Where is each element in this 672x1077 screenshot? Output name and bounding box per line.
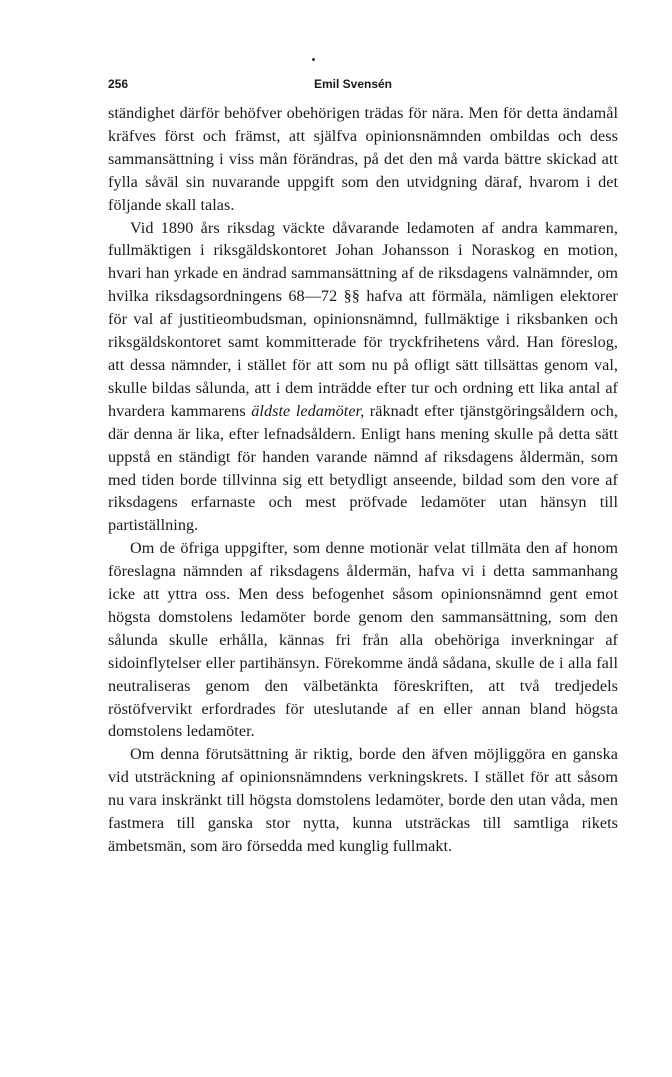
- paragraph-3: [108, 537, 618, 743]
- paragraph-1: [108, 102, 618, 217]
- paragraph-4: [108, 743, 618, 858]
- paragraph-text: Om denna förutsättning är riktig, borde den äfven möjliggöra en ganska vid utsträckning af opinionsnämndens verkningskrets. I stället för att såsom nu vara inskränkt till högsta domstolens ledamöter, borde den utan våda, men fastmera till ganska stor nytta, kunna utsträckas till samtliga rikets ämbetsmän, som äro försedda med kunglig fullmakt.: [108, 745, 618, 855]
- paragraph-text: Om de öfriga uppgifter, som denne motionär velat tillmäta den af honom föreslagna nämnden af riksdagens åldermän, hafva vi i detta sammanhang icke att yttra oss. Men dess befogenhet såsom opinionsnämnd gent emot högsta domstolens ledamöter borde genom den sammansättning, som den sålunda skulle erhålla, kännas fri från alla obehöriga inverkningar af sidoinflytelser eller partihänsyn. Förekomme ändå sådana, skulle de i alla fall neutraliseras genom den välbetänkta föreskriften, att två tredjedels röstöfvervikt erfordrades för uteslutande af en eller annan bland högsta domstolens ledamöter.: [108, 539, 618, 741]
- body-text: [108, 102, 618, 858]
- paragraph-text: ständighet därför behöfver obehörigen trädas för nära. Men för detta ändamål kräfves först och främst, att själfva opinionsnämnden ombildas och dess sammansättning i viss mån förändras, på det den må varda bättre skickad att fylla såväl sin nuvarande uppgift som den utvidgning däraf, hvarom i det följande skall talas.: [108, 104, 618, 214]
- paragraph-text: räknadt efter tjänstgöringsåldern och, där denna är lika, efter lefnadsåldern. Enligt hans mening skulle på detta sätt uppstå en ständigt för handen varande nämnd af riksdagens åldermän, som med tiden borde tillvinna sig ett betydligt anseende, bildad som den vore af riksdagens erfarnaste och mest pröfvade ledamöter utan hänsyn till partiställning.: [108, 401, 619, 535]
- italic-phrase: äldste ledamöter,: [251, 401, 365, 420]
- book-page: [108, 62, 618, 858]
- running-title: Emil Svensén: [313, 77, 393, 91]
- print-speck: [312, 58, 315, 61]
- paragraph-2: [108, 217, 618, 538]
- paragraph-text: Vid 1890 års riksdag väckte dåvarande ledamoten af andra kammaren, fullmäktigen i riksgäldskontoret Johan Johansson i Noraskog en motion, hvari han yrkade en ändrad sammansättning af de riksdagens valnämnder, om hvilka riksdagsordningens 68—72 §§ hafva att förmäla, nämligen elektorer för val af justitieombudsman, opinionsnämnd, fullmäktige i riksbanken och riksgäldskontoret samt kommitterade för tryckfrihetens vård. Han föreslog, att dessa nämnder, i stället för att som nu på ofligt sätt tillsättas genom val, skulle bildas sålunda, att i dem inträdde efter tur och ordning ett lika antal af hvardera kammarens: [108, 218, 618, 420]
- page-number: 256: [108, 77, 129, 91]
- running-head: [108, 72, 618, 96]
